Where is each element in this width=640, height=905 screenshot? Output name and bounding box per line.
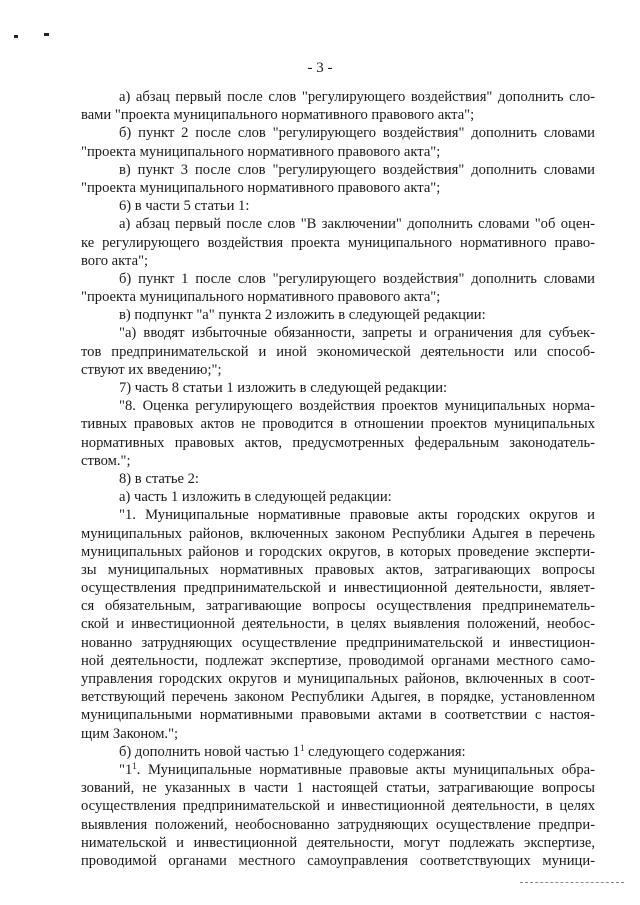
text-line (81, 706, 595, 724)
line-text: "1 (119, 761, 133, 778)
text-line (81, 324, 595, 342)
line-text: а) часть 1 изложить в следующей редакции: (119, 489, 392, 506)
line-text: муниципальных районов, включенных законом Республики Адыгея в перечень (81, 525, 595, 542)
scan-mark (44, 33, 49, 36)
line-text: выявления положений, необоснованно затрудняющих осуществление предпри- (81, 816, 595, 833)
line-text: муниципальных районов и городских округов, в которых проведение эксперти- (81, 543, 595, 560)
line-text: зований, не указанных в части 1 настоящей статьи, затрагивающие вопросы (81, 780, 595, 797)
line-text: ством."; (81, 452, 131, 469)
text-line (81, 288, 595, 306)
text-line (81, 579, 595, 597)
page-number: - 3 - (307, 60, 333, 76)
text-line (81, 397, 595, 415)
line-text: "проекта муниципального нормативного правового акта"; (81, 143, 441, 160)
line-text: "а) вводят избыточные обязанности, запреты и ограничения для субъек- (119, 325, 595, 342)
text-line (81, 488, 595, 506)
line-text: ской и инвестиционной деятельности, в целях выявления положений, необос- (81, 616, 595, 633)
text-line (81, 452, 595, 470)
line-text: щим Законом."; (81, 725, 179, 742)
line-text: управления городских округов и муниципальных районов, включенных в соот- (81, 671, 595, 687)
text-line (81, 88, 595, 106)
line-text: б) дополнить новой частью 1 (119, 743, 300, 760)
line-text: муниципальными нормативными правовыми актами в соответствии с настоя- (81, 707, 595, 724)
text-line (81, 634, 595, 652)
line-text: нимательской и инвестиционной деятельности, могут подлежать экспертизе, (81, 834, 595, 851)
line-text: 7) часть 8 статьи 1 изложить в следующей редакции: (119, 380, 448, 396)
line-text: ке регулирующего воздействия проекта муниципального нормативного право- (81, 234, 595, 251)
text-line (81, 252, 595, 270)
text-line (81, 270, 595, 288)
text-line (81, 361, 595, 379)
line-text: "проекта муниципального нормативного правового акта"; (81, 179, 441, 196)
text-line (81, 379, 595, 397)
line-text: зы муниципальных нормативных правовых актов, затрагивающих вопросы (81, 561, 595, 578)
text-line (81, 415, 595, 433)
text-line (81, 543, 595, 561)
text-line (81, 852, 595, 870)
line-text: а) абзац первый после слов "регулирующего воздействия" дополнить сло- (119, 89, 595, 105)
line-text: осуществления предпринимательской и инвестиционной деятельности, в целях (81, 798, 595, 815)
superscript: 1 (299, 742, 305, 753)
text-line (81, 615, 595, 633)
line-text: ной деятельности, подлежат экспертизе, проводимой органами местного само- (81, 652, 595, 669)
line-text: нованно затрудняющих осуществление предпринимательской и инвестицион- (81, 634, 595, 651)
line-text: тивных правовых актов не проводится в отношении проектов муниципальных (81, 416, 595, 433)
text-line (81, 525, 595, 543)
text-line (81, 725, 595, 743)
line-text: 8) в статье 2: (119, 470, 199, 487)
text-line (81, 124, 595, 142)
text-line (81, 652, 595, 670)
text-line (81, 816, 595, 834)
line-text: тов предпринимательской и иной экономической деятельности или способ- (81, 343, 595, 360)
line-text: в) пункт 3 после слов "регулирующего воздействия" дополнить словами (119, 161, 595, 178)
text-line (81, 834, 595, 852)
text-line (81, 197, 595, 215)
superscript: 1 (132, 760, 137, 771)
text-line (81, 343, 595, 361)
text-line (81, 470, 595, 488)
line-text: проводимой органами местного самоуправления соответствующих муници- (81, 852, 595, 869)
text-line (81, 143, 595, 161)
line-text: нормативных правовых актов, предусмотренных федеральным законодатель- (81, 434, 595, 451)
scan-mark (14, 35, 18, 38)
text-line (81, 670, 595, 688)
document-body (81, 88, 595, 870)
line-text-after: . Муниципальные нормативные правовые акты муниципальных обра- (136, 761, 595, 778)
line-text: ся обязательным, затрагивающие вопросы осуществления предпринематель- (81, 598, 595, 615)
line-text: б) пункт 1 после слов "регулирующего воздействия" дополнить словами (119, 270, 595, 287)
line-text: "проекта муниципального нормативного правового акта"; (81, 289, 441, 306)
line-text: "8. Оценка регулирующего воздействия проектов муниципальных норма- (119, 398, 595, 415)
text-line (81, 506, 595, 524)
line-text: вами "проекта муниципального нормативного правового акта"; (81, 107, 475, 124)
line-text: ствуют их введению;"; (81, 361, 222, 378)
text-line (81, 561, 595, 579)
text-line (81, 161, 595, 179)
text-line (81, 761, 595, 779)
text-line (81, 179, 595, 197)
line-text: вого акта"; (81, 252, 149, 269)
line-text: 6) в части 5 статьи 1: (119, 198, 250, 215)
line-text: "1. Муниципальные нормативные правовые акты городских округов и (119, 507, 595, 524)
text-line (81, 234, 595, 252)
line-text: а) абзац первый после слов "В заключении" дополнить словами "об оцен- (119, 216, 595, 233)
line-text: б) пункт 2 после слов "регулирующего воздействия" дополнить словами (119, 125, 595, 142)
line-text: ветствующий перечень законом Республики Адыгея, в порядке, установленном (81, 689, 595, 706)
line-text: осуществления предпринимательской и инвестиционной деятельности, являет- (81, 580, 595, 597)
line-text: в) подпункт "а" пункта 2 изложить в следующей редакции: (119, 307, 486, 324)
text-line (81, 597, 595, 615)
text-line (81, 434, 595, 452)
text-line (81, 106, 595, 124)
text-line (81, 688, 595, 706)
text-line (81, 215, 595, 233)
text-line (81, 797, 595, 815)
footer-rule (520, 882, 624, 883)
text-line (81, 779, 595, 797)
line-text-after: следующего содержания: (304, 743, 466, 760)
text-line (81, 743, 595, 761)
text-line (81, 306, 595, 324)
